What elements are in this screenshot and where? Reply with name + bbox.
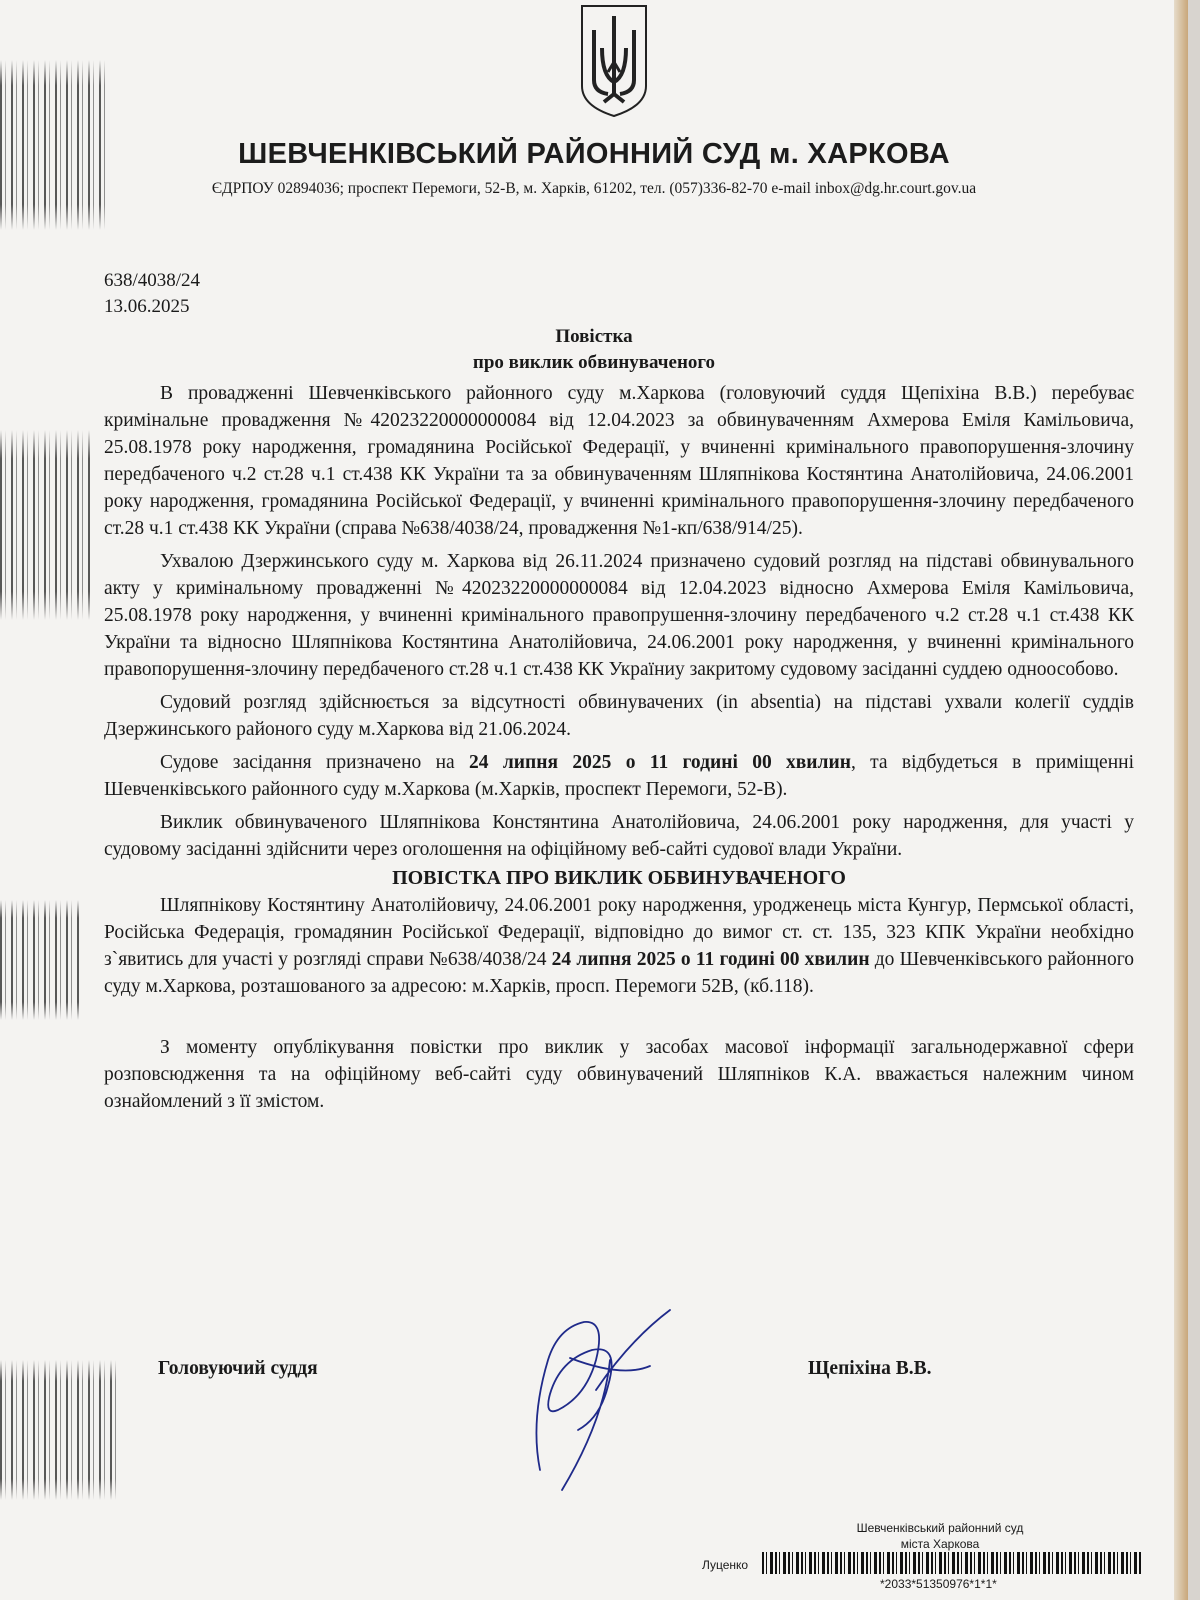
document-title-line1: Повістка — [555, 326, 633, 347]
document-date: 13.06.2025 — [104, 296, 190, 317]
registry-court-line2: міста Харкова — [900, 1537, 980, 1551]
document-barcode — [762, 1552, 1142, 1574]
hearing-datetime: 24 липня 2025 о 11 годині 00 хвилин — [469, 752, 851, 773]
presiding-judge-label: Головуючий суддя — [158, 1358, 318, 1379]
paragraph-hearing-date — [104, 749, 1134, 803]
summons-datetime: 24 липня 2025 о 11 годині 00 хвилин — [551, 949, 870, 970]
document-body — [104, 380, 1134, 1115]
handwritten-signature — [500, 1300, 720, 1500]
hearing-text-pre: Судове засідання призначено на — [160, 752, 470, 773]
document-title — [0, 324, 1188, 376]
paragraph-publication-notice: З моменту опублікування повістки про виклик у засобах масової інформації загальнодержавної сфери розповсюдження та на офіційному веб-сайті суду обвинувачений Шляпніков К.А. вважається належним чином ознайомлений з її змістом. — [104, 1037, 1134, 1112]
summons-text-post: до Шевченківського районного суду м.Харкова, розташованого за адресою: м.Харків, просп. Перемоги 52В, (кб.118). — [104, 949, 1134, 997]
paragraph-in-absentia: Судовий розгляд здійснюється за відсутності обвинувачених (in absentia) на підставі ухвали колегії суддів Дзержинського районого суду м.Харкова від 21.06.2024. — [104, 692, 1134, 740]
case-number: 638/4038/24 — [104, 270, 201, 291]
court-contacts: ЄДРПОУ 02894036; проспект Перемоги, 52-В, м. Харків, 61202, тел. (057)336-82-70 e-mail inbox@dg.hr.court.gov.ua — [211, 180, 977, 197]
paragraph-summons-method: Виклик обвинуваченого Шляпнікова Констянтина Анатолійовича, 24.06.2001 року народження, для участі у судовому засіданні здійснити через оголошення на офіційному веб-сайті судової влади України. — [104, 812, 1134, 860]
document-meta — [104, 268, 200, 320]
paragraph-summons — [104, 892, 1134, 1000]
scan-smear-mid — [0, 900, 80, 1020]
paragraph-proceedings: В провадженні Шевченківського районного суду м.Харкова (головуючий суддя Щепіхіна В.В.) перебуває кримінальне провадження №42023220000000084 від 12.04.2023 за обвинуваченням Ахмерова Еміля Камільовича, 25.08.1978 року народження, громадянина Російської Федерації, у вчиненні кримінального правопорушення-злочину передбаченого ч.2 ст.28 ч.1 ст.438 КК України та за обвинуваченням Шляпнікова Костянтина Анатолійовича, 24.06.2001 року народження, громадянина Російської Федерації, у вчиненні кримінального правопорушення-злочину передбаченого ст.28 ч.1 ст.438 КК України (справа №638/4038/24, провадження №1-кп/638/914/25). — [104, 383, 1134, 539]
registry-court-line1: Шевченківський районний суд — [856, 1521, 1024, 1535]
barcode-number: *2033*51350976*1*1* — [880, 1577, 997, 1591]
scan-smear-mid-upper — [0, 430, 90, 620]
clerk-name: Луценко — [702, 1558, 749, 1572]
registry-stamp — [820, 1520, 1060, 1552]
document-title-line2: про виклик обвинуваченого — [472, 352, 716, 373]
summons-heading: ПОВІСТКА ПРО ВИКЛИК ОБВИНУВАЧЕНОГО — [392, 867, 846, 889]
hearing-text-post: , та відбудеться в приміщенні Шевченківського районного суду м.Харкова (м.Харків, проспект Перемоги, 52-В). — [104, 752, 1134, 800]
court-name-heading: ШЕВЧЕНКІВСЬКИЙ РАЙОННИЙ СУД м. ХАРКОВА — [238, 138, 950, 170]
judge-name: Щепіхіна В.В. — [808, 1358, 932, 1379]
summons-text-pre: Шляпнікову Костянтину Анатолійовичу, 24.06.2001 року народження, уродженець міста Кунгур, Пермської області, Російська Федерація, громадянин Російської Федерації, відповідно до вимог ст. ст. 135, 323 КПК України необхідно з`явитись для участі у розгляді справи №638/4038/24 — [104, 895, 1134, 970]
scan-smear-lower — [0, 1360, 120, 1500]
paper-edge — [1174, 0, 1188, 1600]
paragraph-ruling: Ухвалою Дзержинського суду м. Харкова від 26.11.2024 призначено судовий розгляд на підставі обвинувального акту у кримінальному провадженні №42023220000000084 від 12.04.2023 відносно Ахмерова Еміля Камільовича, 25.08.1978 року народження, у вчиненні кримінального правопрушення-злочину передбаченого ч.2 ст.28 ч.1 ст.438 КК України та відносно Шляпнікова Костянтина Анатолійовича, 24.06.2001 року народження, у вчиненні кримінального правопорушення-злочину передбаченого ст.28 ч.1 ст.438 КК Україниу закритому судовому засіданні суддею одноособово. — [104, 551, 1134, 680]
trident-emblem-icon — [578, 2, 650, 120]
